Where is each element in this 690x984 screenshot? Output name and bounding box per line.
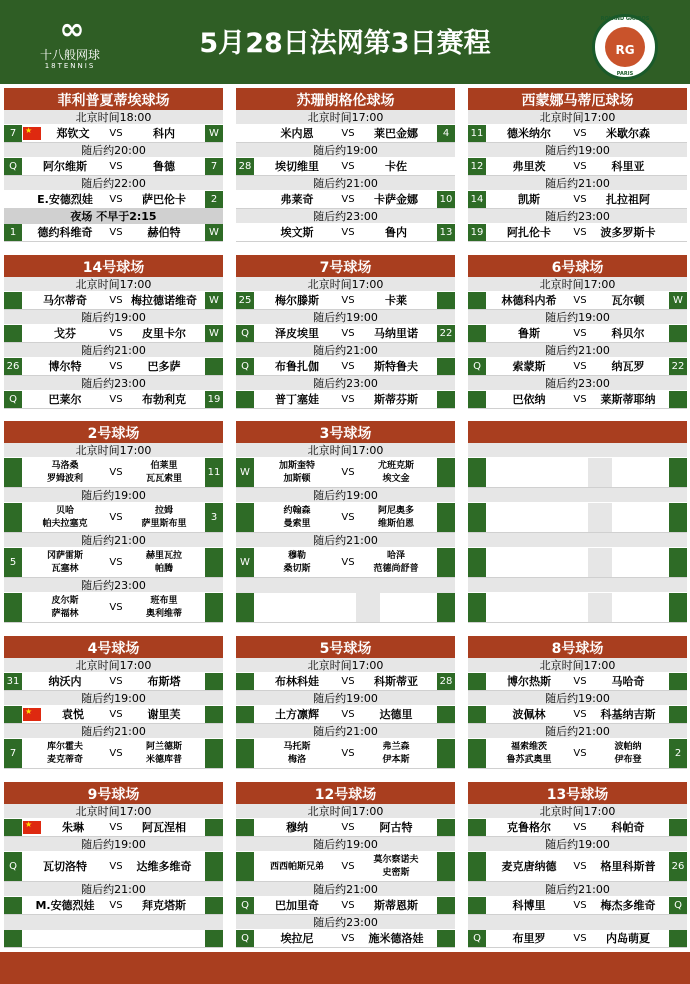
match-row[interactable]: 布林科娃 VS 科斯蒂亚 28 <box>236 673 455 691</box>
match-row[interactable]: 土方凛辉 VS 达德里 <box>236 706 455 724</box>
court-name: 菲利普夏蒂埃球场 <box>4 88 223 110</box>
footer-bar <box>0 952 690 984</box>
court-simonne-mathieu: 西蒙娜马蒂厄球场 北京时间17:00 11 德米纳尔 VS 米歇尔森 随后约19:00 12 弗里茨 VS 科里亚 随后约21:00 14 凯斯 VS 扎拉祖阿 随后约23:00 19 阿扎伦卡 VS 波多罗斯卡 <box>468 88 687 242</box>
china-flag-icon <box>23 127 41 140</box>
match-row[interactable]: Q 阿尔维斯 VS 鲁德 7 <box>4 158 223 176</box>
match-row[interactable]: 11 德米纳尔 VS 米歇尔森 <box>468 125 687 143</box>
page-title: 5月28日法网第3日赛程 <box>199 28 491 59</box>
match-row[interactable]: 林德科内希 VS 瓦尔顿 W <box>468 292 687 310</box>
empty-slot <box>4 930 223 948</box>
match-row[interactable]: E.安德烈娃 VS 萨巴伦卡 2 <box>4 191 223 209</box>
match-row[interactable]: ★ 朱琳 VS 阿瓦涅相 <box>4 819 223 837</box>
match-row[interactable]: 博尔热斯 VS 马哈奇 <box>468 673 687 691</box>
match-row[interactable]: 31 纳沃内 VS 布斯塔 <box>4 673 223 691</box>
court-empty <box>468 421 687 623</box>
match-row[interactable]: Q 索蒙斯 VS 纳瓦罗 22 <box>468 358 687 376</box>
doubles-match-row[interactable]: 7 库尔霍夫 麦克蒂奇 VS 阿兰德斯 米德库普 <box>4 739 223 769</box>
empty-slot <box>468 593 687 623</box>
china-flag-icon <box>23 708 41 721</box>
china-flag-icon <box>23 821 41 834</box>
court-7: 7号球场 北京时间17:00 25 梅尔滕斯 VS 卡莱 随后约19:00 Q 泽皮埃里 VS 马纳里诺 22 随后约21:00 Q 布鲁扎伽 VS 斯特鲁夫 随后约23:00 普丁塞娃 VS 斯蒂芬斯 <box>236 255 455 409</box>
court-philippe-chatrier: 菲利普夏蒂埃球场 北京时间18:00 7 ★ 郑钦文 VS 科内 W 随后约20:00 Q 阿尔维斯 VS 鲁德 7 随后约22:00 E.安德烈娃 VS 萨巴伦卡 2 夜场 不早于2:15 1 德约科维奇 VS 赫伯特 W <box>4 88 223 242</box>
match-row[interactable]: 鲁斯 VS 科贝尔 <box>468 325 687 343</box>
match-row[interactable]: ★ 袁悦 VS 谢里芙 <box>4 706 223 724</box>
match-row[interactable]: 19 阿扎伦卡 VS 波多罗斯卡 <box>468 224 687 242</box>
doubles-match-row[interactable]: 约翰森 曼索里 VS 阿尼奥多 维斯伯恩 <box>236 503 455 533</box>
brand-name: 十八般网球 <box>39 48 100 62</box>
doubles-match-row[interactable]: 皮尔斯 萨福林 VS 班布里 奥利维蒂 <box>4 593 223 623</box>
doubles-match-row[interactable]: W 穆勒 桑切斯 VS 哈泽 范德尚舒普 <box>236 548 455 578</box>
start-time: 北京时间18:00 <box>4 110 223 125</box>
doubles-match-row[interactable]: 福索维茨 鲁苏武奥里 VS 波帕纳 伊布登 2 <box>468 739 687 769</box>
court-8: 8号球场 北京时间17:00 博尔热斯 VS 马哈奇 随后约19:00 波佩林 VS 科基纳吉斯 随后约21:00 福索维茨 鲁苏武奥里 VS 波帕纳 伊布登 2 <box>468 636 687 769</box>
header-banner <box>0 0 690 84</box>
match-row[interactable]: Q 布鲁扎伽 VS 斯特鲁夫 <box>236 358 455 376</box>
match-row[interactable]: 12 弗里茨 VS 科里亚 <box>468 158 687 176</box>
match-row[interactable]: 巴依纳 VS 莱斯蒂耶纳 <box>468 391 687 409</box>
match-row[interactable]: Q 泽皮埃里 VS 马纳里诺 22 <box>236 325 455 343</box>
doubles-match-row[interactable]: 5 冈萨雷斯 瓦塞林 VS 赫里瓦拉 帕腾 <box>4 548 223 578</box>
doubles-match-row[interactable]: 马洛桑 罗姆波利 VS 伯莱里 瓦瓦索里 11 <box>4 458 223 488</box>
empty-slot <box>468 458 687 488</box>
match-row[interactable]: 科博里 VS 梅杰多维奇 Q <box>468 897 687 915</box>
match-row[interactable]: 26 博尔特 VS 巴多萨 <box>4 358 223 376</box>
match-row[interactable]: Q 瓦切洛特 VS 达维多维奇 <box>4 852 223 882</box>
match-row[interactable]: Q 布里罗 VS 内岛萌夏 <box>468 930 687 948</box>
match-row[interactable]: 7 ★ 郑钦文 VS 科内 W <box>4 125 223 143</box>
court-suzanne-lenglen: 苏珊朗格伦球场 北京时间17:00 米内恩 VS 莱巴金娜 4 随后约19:00 28 埃切维里 VS 卡佐 随后约21:00 弗莱奇 VS 卡萨金娜 10 随后约23:00 埃文斯 VS 鲁内 13 <box>236 88 455 242</box>
match-row[interactable]: 穆纳 VS 阿古特 <box>236 819 455 837</box>
doubles-match-row[interactable]: 马托斯 梅洛 VS 弗兰森 伊本斯 <box>236 739 455 769</box>
court-4: 4号球场 北京时间17:00 31 纳沃内 VS 布斯塔 随后约19:00 ★ 袁悦 VS 谢里芙 随后约21:00 7 库尔霍夫 麦克蒂奇 VS 阿兰德斯 米德库普 <box>4 636 223 769</box>
match-row[interactable]: 普丁塞娃 VS 斯蒂芬斯 <box>236 391 455 409</box>
court-9: 9号球场 北京时间17:00 ★ 朱琳 VS 阿瓦涅相 随后约19:00 Q 瓦切洛特 VS 达维多维奇 随后约21:00 M.安德烈娃 VS 拜克塔斯 <box>4 782 223 948</box>
match-row[interactable]: Q 埃拉尼 VS 施米德洛娃 <box>236 930 455 948</box>
match-row[interactable]: M.安德烈娃 VS 拜克塔斯 <box>4 897 223 915</box>
match-row[interactable]: 25 梅尔滕斯 VS 卡莱 <box>236 292 455 310</box>
match-row[interactable]: 弗莱奇 VS 卡萨金娜 10 <box>236 191 455 209</box>
court-2: 2号球场 北京时间17:00 马洛桑 罗姆波利 VS 伯莱里 瓦瓦索里 11 随后约19:00 贝哈 帕夫拉塞克 VS 拉姆 萨里斯布里 3 随后约21:00 5 冈萨雷斯 瓦塞林 VS 赫里瓦拉 帕腾 随后约23:00 皮尔斯 萨福林 VS 班布里 奥利维蒂 <box>4 421 223 623</box>
doubles-match-row[interactable]: W 加斯奎特 加斯顿 VS 尤班克斯 埃文金 <box>236 458 455 488</box>
court-3: 3号球场 北京时间17:00 W 加斯奎特 加斯顿 VS 尤班克斯 埃文金 随后约19:00 约翰森 曼索里 VS 阿尼奥多 维斯伯恩 随后约21:00 W 穆勒 桑切斯 VS 哈泽 范德尚舒普 <box>236 421 455 623</box>
match-row[interactable]: Q 巴莱尔 VS 布勃利克 19 <box>4 391 223 409</box>
empty-slot <box>236 593 455 623</box>
court-13: 13号球场 北京时间17:00 克鲁格尔 VS 科帕奇 随后约19:00 麦克唐纳德 VS 格里科斯普 26 随后约21:00 科博里 VS 梅杰多维奇 Q Q 布里罗 VS 内岛萌夏 <box>468 782 687 948</box>
match-row[interactable]: 马尔蒂奇 VS 梅拉德诺维奇 W <box>4 292 223 310</box>
match-row[interactable]: 米内恩 VS 莱巴金娜 4 <box>236 125 455 143</box>
doubles-match-row[interactable]: 贝哈 帕夫拉塞克 VS 拉姆 萨里斯布里 3 <box>4 503 223 533</box>
match-row[interactable]: 麦克唐纳德 VS 格里科斯普 26 <box>468 852 687 882</box>
court-5: 5号球场 北京时间17:00 布林科娃 VS 科斯蒂亚 28 随后约19:00 土方凛辉 VS 达德里 随后约21:00 马托斯 梅洛 VS 弗兰森 伊本斯 <box>236 636 455 769</box>
brand-mark-icon: ∞ <box>59 12 81 47</box>
match-row[interactable]: 波佩林 VS 科基纳吉斯 <box>468 706 687 724</box>
roland-garros-logo: ROLAND GARROS RG PARIS <box>592 14 658 80</box>
match-row[interactable]: 1 德约科维奇 VS 赫伯特 W <box>4 224 223 242</box>
match-row[interactable]: 埃文斯 VS 鲁内 13 <box>236 224 455 242</box>
empty-slot <box>468 503 687 533</box>
match-row[interactable]: Q 巴加里奇 VS 斯蒂恩斯 <box>236 897 455 915</box>
night-session-note: 夜场 不早于2:15 <box>4 209 223 224</box>
court-6: 6号球场 北京时间17:00 林德科内希 VS 瓦尔顿 W 随后约19:00 鲁斯 VS 科贝尔 随后约21:00 Q 索蒙斯 VS 纳瓦罗 22 随后约23:00 巴依纳 VS 莱斯蒂耶纳 <box>468 255 687 409</box>
match-row[interactable]: 28 埃切维里 VS 卡佐 <box>236 158 455 176</box>
match-row[interactable]: 克鲁格尔 VS 科帕奇 <box>468 819 687 837</box>
court-12: 12号球场 北京时间17:00 穆纳 VS 阿古特 随后约19:00 西西帕斯兄弟 VS 莫尔察诺夫 史密斯 随后约21:00 Q 巴加里奇 VS 斯蒂恩斯 随后约23:00 Q 埃拉尼 VS 施米德洛娃 <box>236 782 455 948</box>
brand-name-en: 18TENNIS <box>44 62 96 70</box>
match-row[interactable]: 戈芬 VS 皮里卡尔 W <box>4 325 223 343</box>
empty-slot <box>468 548 687 578</box>
court-14: 14号球场 北京时间17:00 马尔蒂奇 VS 梅拉德诺维奇 W 随后约19:00 戈芬 VS 皮里卡尔 W 随后约21:00 26 博尔特 VS 巴多萨 随后约23:00 Q 巴莱尔 VS 布勃利克 19 <box>4 255 223 409</box>
match-row[interactable]: 14 凯斯 VS 扎拉祖阿 <box>468 191 687 209</box>
doubles-match-row[interactable]: 西西帕斯兄弟 VS 莫尔察诺夫 史密斯 <box>236 852 455 882</box>
